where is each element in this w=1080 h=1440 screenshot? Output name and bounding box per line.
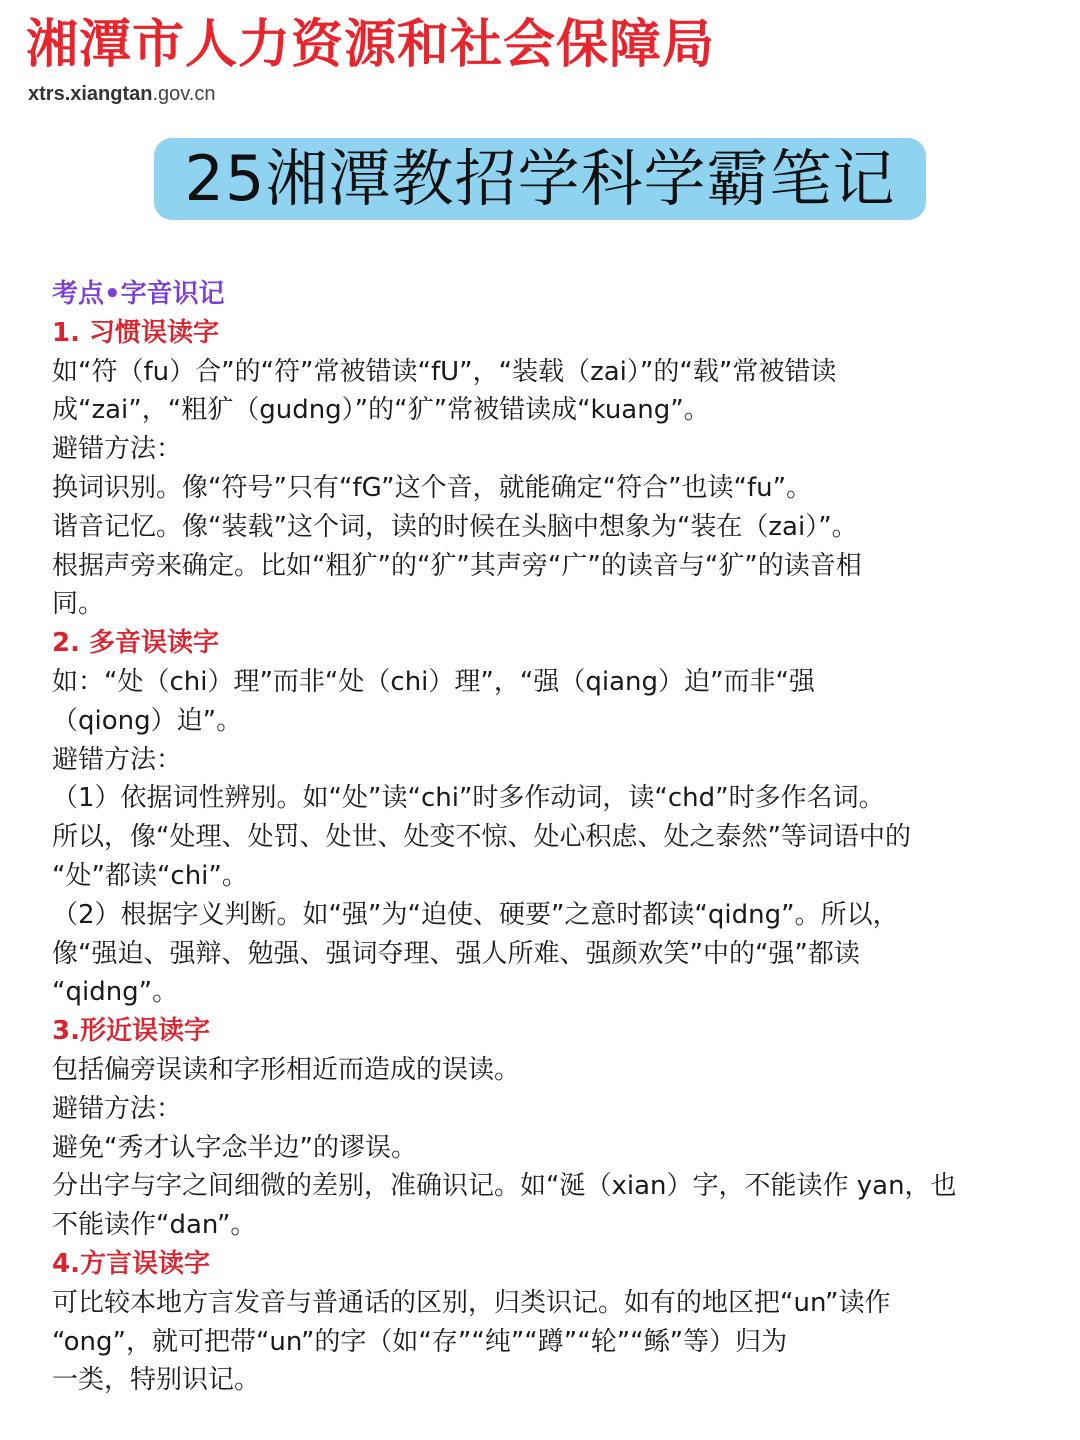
body-text-line: 避错方法：: [52, 1093, 183, 1124]
notes-body: [52, 275, 1042, 1400]
body-text-line: 换词识别。像“符号”只有“fG”这个音，就能确定“符合”也读“fu”。: [52, 472, 813, 503]
section-label: 考点•字音识记: [52, 279, 225, 309]
body-text-line: 分出字与字之间细微的差别，准确识记。如“涎（xian）字，不能读作 yan，也: [52, 1171, 957, 1202]
domain-rest: .gov.cn: [152, 83, 216, 105]
body-text-line: 避错方法：: [52, 744, 183, 775]
body-text-line: 包括偏旁误读和字形相近而造成的误读。: [52, 1054, 521, 1085]
body-text-line: 避免“秀才认字念半边”的谬误。: [52, 1132, 417, 1163]
body-text-line: 一类，特别识记。: [52, 1365, 261, 1396]
body-text-line: 避错方法：: [52, 434, 183, 465]
topic-heading: 4.方言误读字: [52, 1248, 210, 1279]
body-text-line: （2）根据字义判断。如“强”为“迫使、硬要”之意时都读“qidng”。所以，: [52, 899, 899, 930]
body-text-line: 如“符（fu）合”的“符”常被错读“fU”，“装载（zai）”的“载”常被错读: [52, 356, 837, 387]
body-text-line: 谐音记忆。像“装载”这个词，读的时候在头脑中想象为“装在（zai）”。: [52, 511, 858, 542]
body-text-line: 根据声旁来确定。比如“粗犷”的“犷”其声旁“广”的读音与“犷”的读音相: [52, 550, 862, 581]
body-text-line: 所以，像“处理、处罚、处世、处变不惊、处心积虑、处之泰然”等词语中的: [52, 822, 911, 853]
body-text-line: 同。: [52, 589, 105, 620]
body-text-line: “ong”，就可把带“un”的字（如“存”“纯”“蹲”“轮”“鲧”等）归为: [52, 1326, 788, 1357]
brand-title: 湘潭市人力资源和社会保障局: [26, 15, 716, 75]
brand-domain: [28, 80, 215, 108]
body-text-line: （qiong）迫”。: [52, 705, 243, 736]
body-text-line: 如：“处（chi）理”而非“处（chi）理”，“强（qiang）迫”而非“强: [52, 666, 815, 697]
body-text-line: “qidng”。: [52, 977, 179, 1008]
topic-heading: 2. 多音误读字: [52, 628, 220, 659]
body-text-line: 可比较本地方言发音与普通话的区别，归类识记。如有的地区把“un”读作: [52, 1287, 891, 1318]
body-text-line: （1）依据词性辨别。如“处”读“chi”时多作动词，读“chd”时多作名词。: [52, 783, 885, 814]
page-title: 25湘潭教招学科学霸笔记: [184, 142, 896, 215]
body-text-line: 不能读作“dan”。: [52, 1210, 257, 1241]
body-text-line: 成“zai”，“粗犷（gudng）”的“犷”常被错读成“kuang”。: [52, 395, 710, 426]
body-text-line: 像“强迫、强辩、勉强、强词夺理、强人所难、强颜欢笑”中的“强”都读: [52, 938, 860, 969]
topic-heading: 1. 习惯误读字: [52, 317, 220, 348]
topic-heading: 3.形近误读字: [52, 1016, 210, 1047]
domain-bold: xtrs.xiangtan: [28, 83, 153, 105]
body-text-line: “处”都读“chi”。: [52, 860, 248, 891]
title-banner: [154, 138, 926, 220]
